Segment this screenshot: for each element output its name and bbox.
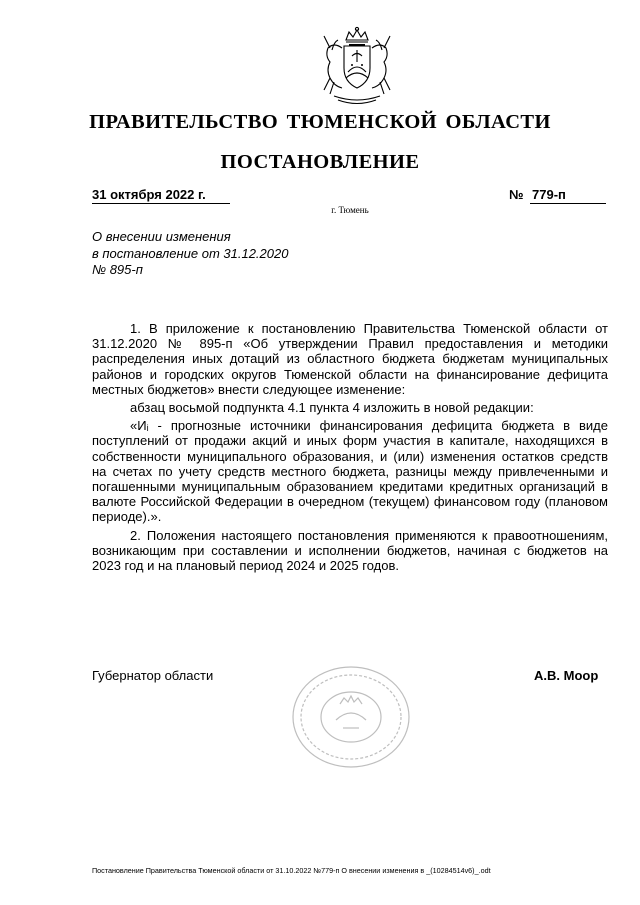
coat-of-arms-icon — [316, 26, 398, 108]
subject-line: О внесении изменения — [92, 229, 231, 244]
document-type: ПОСТАНОВЛЕНИЕ — [220, 151, 420, 173]
document-body — [92, 321, 608, 576]
body-paragraph: «Иᵢ - прогнозные источники финансирования дефицита бюджета в виде поступлений от продажи акций и иных форм участия в капитале, находящихся в собственности муниципального образования, и (или) изменения остатков средств на счетах по учету средств местного бюджета, разницы между привлеченными и погашенными муниципальным образованием кредитами кредитных организаций в валюте Российской Федерации в очередном (текущем) финансовом году (плановом периоде).». — [92, 418, 608, 525]
subject-line: в постановление от 31.12.2020 — [92, 245, 289, 261]
number-label: № — [509, 187, 524, 202]
government-title: ПРАВИТЕЛЬСТВО ТЮМЕНСКОЙ ОБЛАСТИ — [89, 111, 551, 133]
body-paragraph: 1. В приложение к постановлению Правительства Тюменской области от 31.12.2020 № 895-п «Об утверждении Правил предоставления и методики распределения иных дотаций из областного бюджета бюджетам муниципальных районов и городских округов Тюменской области на финансирование дефицита местных бюджетов» внести следующее изменение: — [92, 321, 608, 397]
document-footer: Постановление Правительства Тюменской области от 31.10.2022 №779-п О внесении изменения в _(10284514v6)_.odt — [92, 866, 491, 875]
signer-name: А.В. Моор — [534, 668, 599, 683]
document-city: г. Тюмень — [331, 205, 369, 215]
document-subject — [92, 229, 352, 279]
official-seal-icon — [288, 662, 414, 772]
document-number: 779-п — [530, 187, 606, 204]
body-paragraph: абзац восьмой подпункта 4.1 пункта 4 изложить в новой редакции: — [130, 400, 534, 416]
signer-role: Губернатор области — [92, 668, 214, 683]
body-paragraph: 2. Положения настоящего постановления применяются к правоотношениям, возникающим при составлении и исполнении бюджетов, начиная с бюджетов на 2023 год и на плановый период 2024 и 2025 годов. — [92, 527, 608, 574]
subject-line: № 895-п — [92, 262, 143, 277]
document-date: 31 октября 2022 г. — [92, 187, 230, 204]
